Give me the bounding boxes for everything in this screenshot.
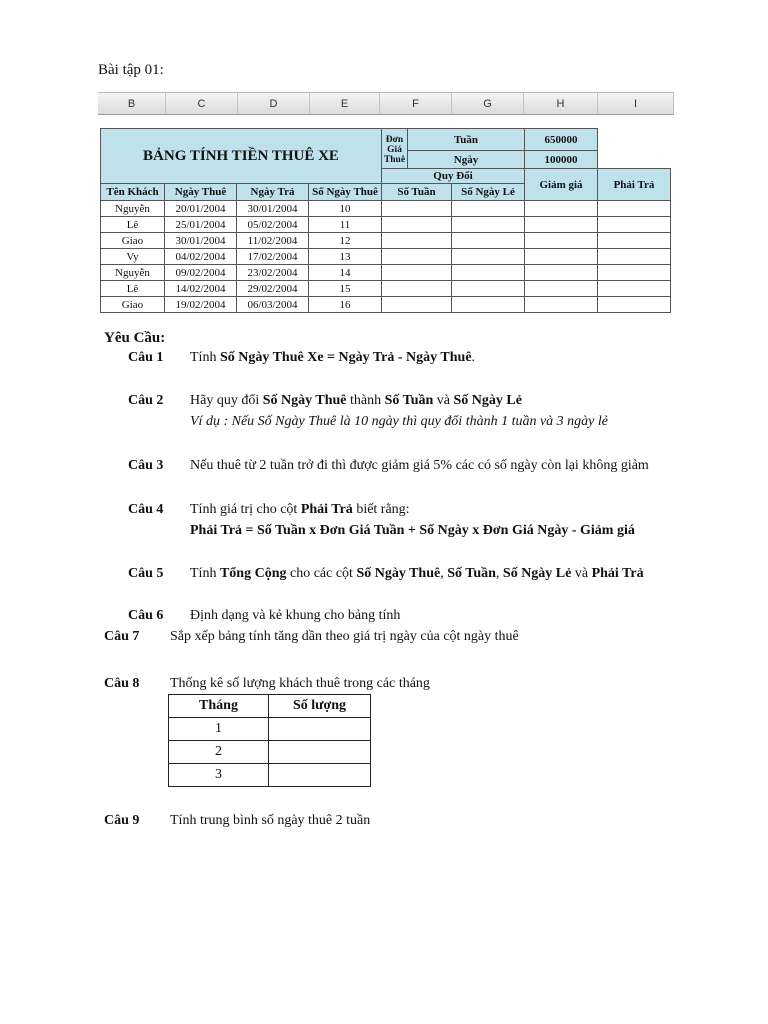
stats-row	[169, 718, 371, 741]
count-header: Số lượng	[269, 695, 371, 718]
rental-days-cell: 13	[309, 249, 382, 265]
pay-cell	[598, 265, 671, 281]
q2-label: Câu 2	[128, 393, 164, 408]
rental-table	[100, 128, 671, 313]
week-label: Tuần	[408, 129, 525, 151]
table-row	[101, 217, 671, 233]
q5-pre: Tính	[190, 566, 220, 581]
q5-sep-2: ,	[495, 566, 503, 581]
extra-days-header: Số Ngày Lẻ	[452, 184, 525, 201]
name-header: Tên Khách	[101, 184, 165, 201]
end-date-cell: 29/02/2004	[237, 281, 309, 297]
count-cell	[269, 741, 371, 764]
start-date-cell: 14/02/2004	[165, 281, 237, 297]
column-header-e: E	[310, 93, 380, 114]
start-date-cell: 04/02/2004	[165, 249, 237, 265]
table-row	[101, 249, 671, 265]
q4-pre: Tính giá trị cho cột	[190, 502, 301, 517]
convert-label: Quy Đổi	[382, 169, 525, 184]
q3-label: Câu 3	[128, 458, 164, 473]
pay-cell	[598, 281, 671, 297]
q1-label: Câu 1	[128, 350, 164, 365]
end-date-cell: 17/02/2004	[237, 249, 309, 265]
rental-days-cell: 11	[309, 217, 382, 233]
column-header-b: B	[98, 93, 166, 114]
discount-header: Giảm giá	[525, 169, 598, 201]
q4-text	[190, 502, 410, 518]
q5-bold-2: Số Ngày Thuê	[356, 566, 441, 581]
pay-cell	[598, 233, 671, 249]
q1-text	[190, 350, 475, 366]
weeks-cell	[382, 281, 452, 297]
page-title: Bài tập 01:	[98, 62, 164, 78]
table-row	[101, 233, 671, 249]
spreadsheet-column-header	[98, 92, 674, 115]
rental-days-cell: 15	[309, 281, 382, 297]
customer-name-cell: Lê	[101, 217, 165, 233]
rental-days-cell: 10	[309, 201, 382, 217]
pay-cell	[598, 201, 671, 217]
stats-row	[169, 764, 371, 787]
weeks-header: Số Tuần	[382, 184, 452, 201]
start-date-header: Ngày Thuê	[165, 184, 237, 201]
start-date-cell: 09/02/2004	[165, 265, 237, 281]
extra-days-cell	[452, 201, 525, 217]
q2-bold-2: Số Tuần	[384, 393, 434, 408]
column-header-i: I	[598, 93, 674, 114]
month-header: Tháng	[169, 695, 269, 718]
discount-cell	[525, 217, 598, 233]
q5-text	[190, 566, 644, 582]
q5-bold-4: Số Ngày Lẻ	[502, 566, 572, 581]
count-cell	[269, 718, 371, 741]
end-date-cell: 05/02/2004	[237, 217, 309, 233]
q3-text: Nếu thuê từ 2 tuần trở đi thì được giảm giá 5% các có số ngày còn lại không giảm	[190, 458, 649, 473]
stats-row	[169, 741, 371, 764]
count-cell	[269, 764, 371, 787]
discount-cell	[525, 233, 598, 249]
month-cell: 2	[169, 741, 269, 764]
stats-body	[169, 718, 371, 787]
discount-cell	[525, 249, 598, 265]
end-date-cell: 23/02/2004	[237, 265, 309, 281]
start-date-cell: 30/01/2004	[165, 233, 237, 249]
q4-bold: Phải Trả	[300, 502, 353, 517]
q2-bold-1: Số Ngày Thuê	[262, 393, 347, 408]
q5-bold-1: Tổng Cộng	[219, 566, 287, 581]
discount-cell	[525, 265, 598, 281]
day-price: 100000	[525, 151, 598, 169]
end-date-cell: 30/01/2004	[237, 201, 309, 217]
customer-name-cell: Giao	[101, 297, 165, 313]
q1-formula: Số Ngày Thuê Xe = Ngày Trả - Ngày Thuê	[219, 350, 472, 365]
q4-post: biết rằng:	[352, 502, 410, 517]
day-label: Ngày	[408, 151, 525, 169]
extra-days-cell	[452, 249, 525, 265]
end-date-cell: 06/03/2004	[237, 297, 309, 313]
customer-name-cell: Vy	[101, 249, 165, 265]
customer-name-cell: Lê	[101, 281, 165, 297]
column-header-d: D	[238, 93, 310, 114]
requirements-heading: Yêu Cầu:	[104, 330, 166, 346]
unit-price-label-line: Đơn	[385, 134, 404, 145]
q1-pre: Tính	[190, 350, 220, 365]
table-row	[101, 281, 671, 297]
month-cell: 1	[169, 718, 269, 741]
extra-days-cell	[452, 233, 525, 249]
weeks-cell	[382, 297, 452, 313]
extra-days-cell	[452, 297, 525, 313]
q2-mid: thành	[346, 393, 385, 408]
customer-name-cell: Nguyễn	[101, 265, 165, 281]
q1-post: .	[471, 350, 476, 365]
extra-days-cell	[452, 281, 525, 297]
column-header-h: H	[524, 93, 598, 114]
week-price: 650000	[525, 129, 598, 151]
q7-label: Câu 7	[104, 629, 140, 644]
monthly-stats-table	[168, 694, 371, 787]
table-heading: BẢNG TÍNH TIỀN THUÊ XE	[101, 129, 382, 184]
extra-days-cell	[452, 217, 525, 233]
weeks-cell	[382, 233, 452, 249]
unit-price-label	[382, 129, 408, 169]
q2-mid-2: và	[433, 393, 454, 408]
start-date-cell: 20/01/2004	[165, 201, 237, 217]
q5-mid: cho các cột	[286, 566, 357, 581]
end-date-header: Ngày Trả	[237, 184, 309, 201]
q9-text: Tính trung bình số ngày thuê 2 tuần	[170, 813, 371, 828]
weeks-cell	[382, 217, 452, 233]
pay-cell	[598, 249, 671, 265]
discount-cell	[525, 281, 598, 297]
discount-cell	[525, 297, 598, 313]
table-row	[101, 297, 671, 313]
q5-sep-1: ,	[440, 566, 448, 581]
start-date-cell: 25/01/2004	[165, 217, 237, 233]
extra-days-cell	[452, 265, 525, 281]
rental-days-cell: 16	[309, 297, 382, 313]
days-header: Số Ngày Thuê	[309, 184, 382, 201]
discount-cell	[525, 201, 598, 217]
pay-cell	[598, 217, 671, 233]
customer-name-cell: Nguyễn	[101, 201, 165, 217]
q5-bold-3: Số Tuần	[447, 566, 496, 581]
q2-bold-3: Số Ngày Lẻ	[453, 393, 522, 408]
q6-text: Định dạng và kẻ khung cho bảng tính	[190, 608, 401, 623]
q2-example: Ví dụ : Nếu Số Ngày Thuê là 10 ngày thì quy đổi thành 1 tuần và 3 ngày lẻ	[190, 414, 609, 429]
unit-price-label-line: Thuê	[383, 154, 406, 165]
q4-formula: Phải Trả = Số Tuần x Đơn Giá Tuần + Số Ngày x Đơn Giá Ngày - Giảm giá	[190, 523, 635, 538]
q5-label: Câu 5	[128, 566, 164, 581]
customer-name-cell: Giao	[101, 233, 165, 249]
end-date-cell: 11/02/2004	[237, 233, 309, 249]
q5-bold-5: Phải Trả	[591, 566, 644, 581]
weeks-cell	[382, 249, 452, 265]
q5-mid-2: và	[571, 566, 592, 581]
table-body	[101, 201, 671, 313]
q8-text: Thống kê số lượng khách thuê trong các tháng	[170, 676, 430, 691]
q7-text: Sắp xếp bảng tính tăng dần theo giá trị ngày của cột ngày thuê	[170, 629, 519, 644]
q2-text	[190, 393, 522, 409]
pay-cell	[598, 297, 671, 313]
column-header-g: G	[452, 93, 524, 114]
rental-days-cell: 12	[309, 233, 382, 249]
month-cell: 3	[169, 764, 269, 787]
column-header-f: F	[380, 93, 452, 114]
q6-label: Câu 6	[128, 608, 164, 623]
column-header-c: C	[166, 93, 238, 114]
weeks-cell	[382, 201, 452, 217]
q8-label: Câu 8	[104, 676, 140, 691]
q9-label: Câu 9	[104, 813, 140, 828]
weeks-cell	[382, 265, 452, 281]
table-row	[101, 201, 671, 217]
table-row	[101, 265, 671, 281]
pay-header: Phải Trả	[598, 169, 671, 201]
unit-price-label-line: Giá	[387, 144, 402, 155]
q4-label: Câu 4	[128, 502, 164, 517]
q2-pre: Hãy quy đổi	[190, 393, 263, 408]
start-date-cell: 19/02/2004	[165, 297, 237, 313]
rental-days-cell: 14	[309, 265, 382, 281]
